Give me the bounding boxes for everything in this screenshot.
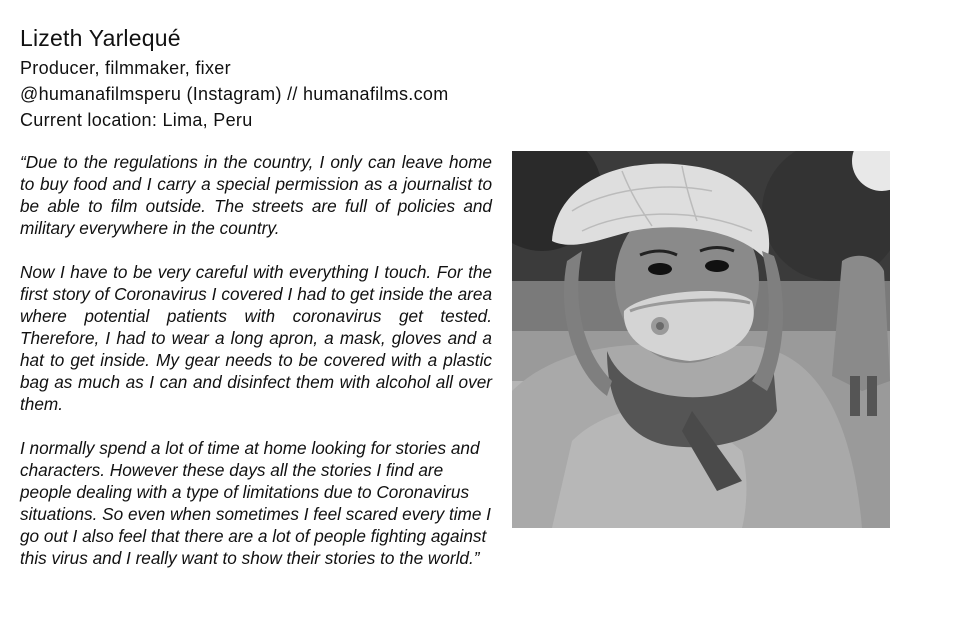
person-role: Producer, filmmaker, fixer [20,58,231,78]
portrait-photo [512,151,890,528]
quote-paragraph-2: Now I have to be very careful with everything I touch. For the first story of Coronavirus I covered I had to get inside the area where potential patients with coronavirus get tested. Therefore, I had to wear a long apron, a mask, gloves and a hat to get inside. My gear needs to be covered with a plastic bag as much as I can and disinfect them with alcohol all over them. [20,262,492,414]
person-name: Lizeth Yarlequé [20,25,181,51]
quote-paragraph-1: “Due to the regulations in the country, I only can leave home to buy food and I carry a special permission as a journalist to be able to film outside. The streets are full of policies and military everywhere in the country. [20,152,492,238]
profile-header [20,24,449,133]
current-location: Current location: Lima, Peru [20,110,253,130]
testimony-quote [20,151,492,591]
quote-paragraph-3: I normally spend a lot of time at home looking for stories and characters. However these days all the stories I find are people dealing with a type of limitations due to Coronavirus situations. So even when sometimes I feel scared every time I go out I also feel that there are a lot of people fighting against this virus and I really want to show their stories to the world.” [20,438,491,568]
social-links: @humanafilmsperu (Instagram) // humanafilms.com [20,84,449,104]
